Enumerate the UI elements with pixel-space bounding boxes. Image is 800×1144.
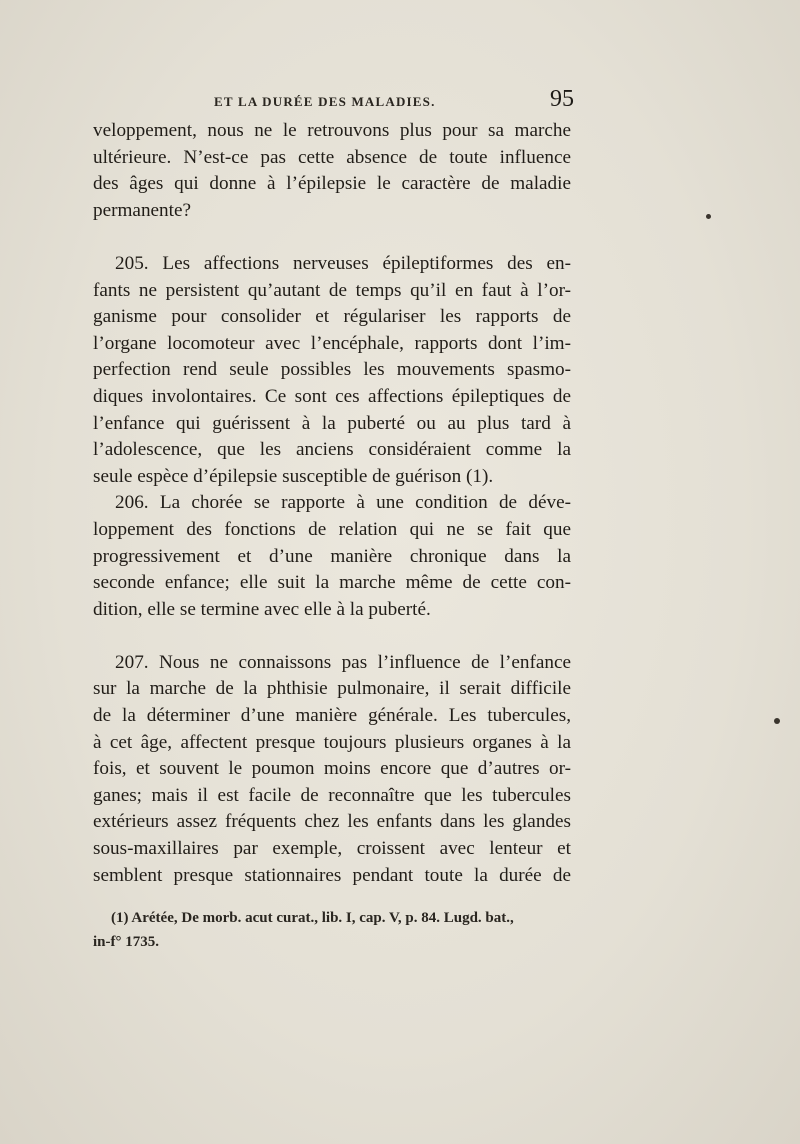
- text-line: l’organe locomoteur avec l’encéphale, rapports dont l’im-: [93, 332, 571, 354]
- text-line: fois, et souvent le poumon moins encore que d’autres or-: [93, 758, 571, 780]
- text-line: perfection rend seule possibles les mouvements spasmo-: [93, 359, 571, 381]
- footnote: [93, 906, 571, 954]
- footnote-line: in-f° 1735.: [93, 934, 159, 950]
- text-line: veloppement, nous ne le retrouvons plus pour sa marche: [93, 120, 571, 141]
- text-line: 207. Nous ne connaissons pas l’influence de l’enfance: [115, 651, 571, 673]
- running-head: ET LA DURÉE DES MALADIES.: [214, 94, 436, 109]
- ink-speck: [706, 214, 711, 219]
- text-line: extérieurs assez fréquents chez les enfants dans les glandes: [93, 811, 571, 833]
- text-line: progressivement et d’une manière chronique dans la: [93, 545, 571, 567]
- text-line: diques involontaires. Ce sont ces affections épileptiques de: [93, 385, 571, 407]
- text-line: 205. Les affections nerveuses épileptiformes des en-: [115, 252, 571, 274]
- body-text: [93, 118, 571, 889]
- text-line: semblent presque stationnaires pendant toute la durée de: [93, 864, 571, 886]
- text-line: 206. La chorée se rapporte à une condition de déve-: [115, 492, 571, 514]
- text-line: seule espèce d’épilepsie susceptible de guérison (1).: [93, 465, 494, 487]
- text-line: fants ne persistent qu’autant de temps qu’il en faut à l’or-: [93, 279, 571, 301]
- page-header: [214, 88, 574, 116]
- text-line: de la déterminer d’une manière générale. Les tubercules,: [93, 705, 571, 727]
- text-line: permanente?: [93, 199, 192, 221]
- text-line: l’enfance qui guérissent à la puberté ou au plus tard à: [93, 412, 571, 434]
- footnote-line: (1) Arétée, De morb. acut curat., lib. I, cap. V, p. 84. Lugd. bat.,: [111, 910, 514, 926]
- text-line: ultérieure. N’est-ce pas cette absence de toute influence: [93, 146, 571, 168]
- text-line: à cet âge, affectent presque toujours plusieurs organes à la: [93, 731, 571, 753]
- text-line: l’adolescence, que les anciens considéraient comme la: [93, 439, 571, 461]
- text-line: sous-maxillaires par exemple, croissent avec lenteur et: [93, 838, 571, 860]
- text-line: sur la marche de la phthisie pulmonaire, il serait difficile: [93, 678, 571, 700]
- text-line: loppement des fonctions de relation qui ne se fait que: [93, 518, 571, 540]
- text-line: ganisme pour consolider et régulariser les rapports de: [93, 306, 571, 328]
- text-line: seconde enfance; elle suit la marche même de cette con-: [93, 572, 571, 594]
- page-number: 95: [550, 86, 574, 112]
- paragraph-gap: [93, 224, 571, 251]
- text-line: dition, elle se termine avec elle à la puberté.: [93, 598, 431, 620]
- text-line: des âges qui donne à l’épilepsie le caractère de maladie: [93, 173, 571, 195]
- ink-speck: [774, 718, 780, 724]
- text-line: ganes; mais il est facile de reconnaître que les tubercules: [93, 784, 571, 806]
- paragraph-gap: [93, 623, 571, 650]
